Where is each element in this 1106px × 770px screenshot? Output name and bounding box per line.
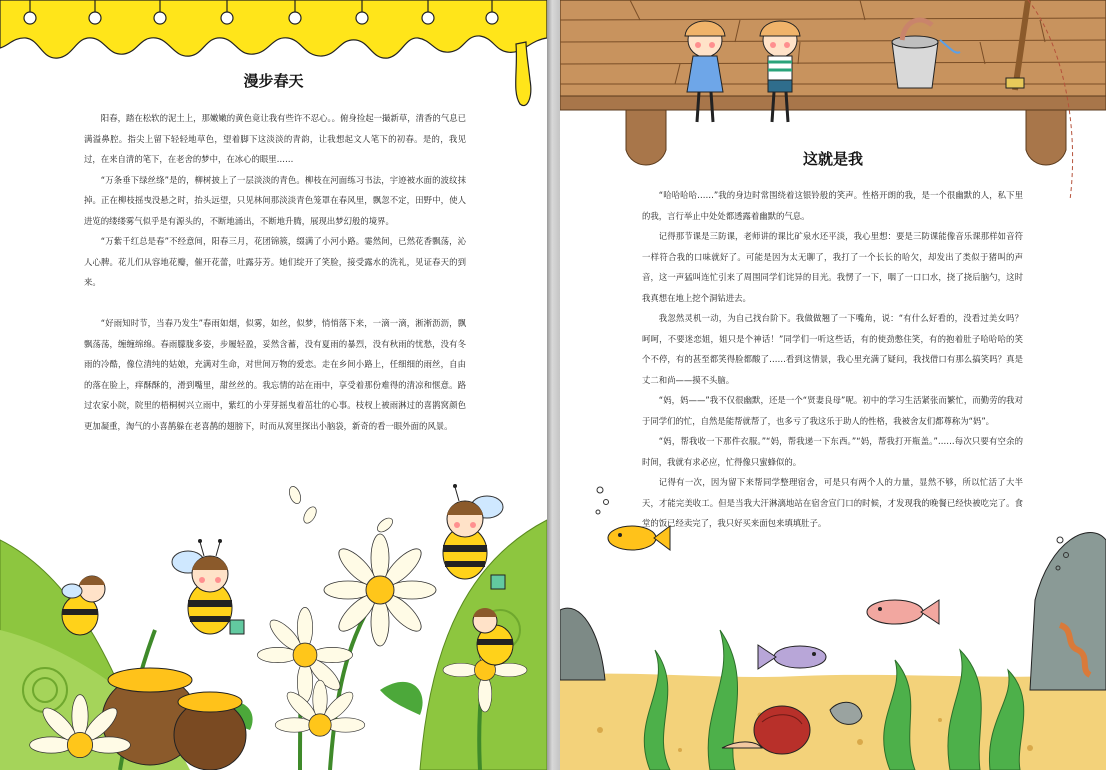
yellow-fish [608, 526, 670, 550]
paragraph: 阳春，踏在松软的泥土上，那嫩嫩的黄色竟让我有些许不忍心。。俯身捡起一撮新草，清香的气息已满溢鼻腔。指尖上留下轻轻地草色，望着脚下这淡淡的青韵，让我想起文人笔下的初春。是的，我见过，在来自清的笔下，在老舍的梦中，在冰心的眼里…… [84, 113, 466, 164]
right-page [560, 0, 1106, 770]
honey-pot [102, 668, 246, 770]
paragraph: 记得有一次，因为留下来帮同学整理宿舍，可是只有两个人的力量，显然不够，所以忙活了大半天，才能完美收工。但是当我大汗淋漓地站在宿舍宣门口的时候，才发现我的晚餐已经快被吃完了。食堂的饭已经卖完了，我只好买来面包来填填肚子。 [642, 477, 1023, 528]
page-title-left: 漫步春天 [243, 72, 304, 90]
page-gutter [547, 0, 560, 770]
bucket-icon [230, 620, 244, 634]
paragraph: “妈，妈——”我不仅很幽默，还是一个“贤妻良母”呢。初中的学习生活紧张而繁忙，而勤劳的我对于同学们的忙，自然是能帮就帮了，也多亏了我这乐于助人的性格，我被舍友们都尊称为“妈”。 [642, 395, 1023, 426]
page-title-right: 这就是我 [802, 150, 863, 168]
paragraph: “万条垂下绿丝绦”是的，柳树披上了一层淡淡的青色。柳枝在河面练习书法，宇迹被水面的波纹抹掉。正在柳枝摇曳没悬之时，抬头远望，只见林间那淡淡青色笼罩在春风里，飘忽不定，田野中，使人进览的缕缕雾气似乎是有源头的，不断地涌出，不断地升腾，展现出梦幻般的境界。 [84, 174, 466, 226]
article-body-left [84, 108, 466, 436]
purple-fish [758, 645, 826, 669]
paragraph: “哈哈哈哈……”我的身边时常围绕着这银铃般的笑声。性格开朗的我，是一个很幽默的人，私下里的我，言行举止中处处都透露着幽默的气息。 [642, 190, 1023, 221]
bee-kid-sitting [62, 576, 105, 635]
pink-fish [867, 600, 939, 624]
paragraph: 我忽然灵机一动，为自己找台阶下。我做做翘了一下嘴角，说：“有什么好看的，没看过美女吗？呵呵，不要迷恋姐，姐只是个神话！”同学们一听这些话，有的使劲憋住笑，有的抱着肚子哈哈哈的笑个不停，有的甚至都笑得脸都酸了……看到这情景，我心里充满了疑问，我找借口有那么搞笑吗？真是丈二和尚——摸不头脑。 [642, 313, 1023, 385]
garden-illustration [0, 480, 547, 770]
rock [560, 608, 605, 680]
honey-drip-border [0, 0, 547, 110]
paragraph: “万紫千红总是春”不经意间，阳春三月，花团锦簇，缀满了小河小路。霎然间，已然花香飘荡，沁人心脾。花儿们从容地花瓣，催开花蕾，吐露芬芳。她们绽开了笑脸，接受露水的洗礼，见证春天的到来。 [84, 236, 466, 287]
left-page [0, 0, 547, 770]
bee-kid-flying [172, 539, 244, 634]
paragraph: “好雨知时节，当春乃发生”春雨如烟，似雾，如丝，似梦，悄悄落下来，一滴一滴，淅淅沥沥，飘飘荡荡，缠缠绵绵。春雨朦胧多姿，步履轻盈，妥然含蓄，没有夏雨的暴烈，没有秋雨的忧愁，没有冬雨的冷酷，像位清纯的姑娘，充满对生命，对世间万物的爱恋。走在乡间小路上，任细细的雨丝，自由的落在脸上，痒酥酥的，滑到嘴里，甜丝丝的。我忘情的站在雨中，享受着那份难得的清凉和惬意。路过农家小院，院里的梧桐树兴立雨中，紫红的小芽芽摇曳着茁壮的心事。枝杈上被雨淋过的喜鹊窝颜色更加凝重，淘气的小喜鹊躲在老喜鹊的翅膀下，时而从窝里探出小脑袋，新奇的看一眼外面的风景。 [84, 318, 466, 431]
paragraph: 记得那节课是三防课，老师讲的课比矿泉水还平淡，我心里想：要是三防课能像音乐课那样如音符一样符合我的口味就好了。可能是因为太无聊了，我打了一个长长的哈欠，却发出了类似于猪叫的声音，这一声猛叫连忙引来了周围同学们诧异的目光。我愣了一下，咽了一口口水，挠了挠后脑勺，这时我真想在地上挖个洞钻进去。 [642, 231, 1023, 303]
paragraph: “妈，帮我收一下那件衣服。”“妈，帮我递一下东西。”“妈，帮我打开瓶盖。”……每次只要有空余的时间，我就有求必应，忙得像只蜜蜂似的。 [642, 436, 1023, 467]
wooden-pier [560, 0, 1106, 200]
sea-illustration [560, 480, 1106, 770]
